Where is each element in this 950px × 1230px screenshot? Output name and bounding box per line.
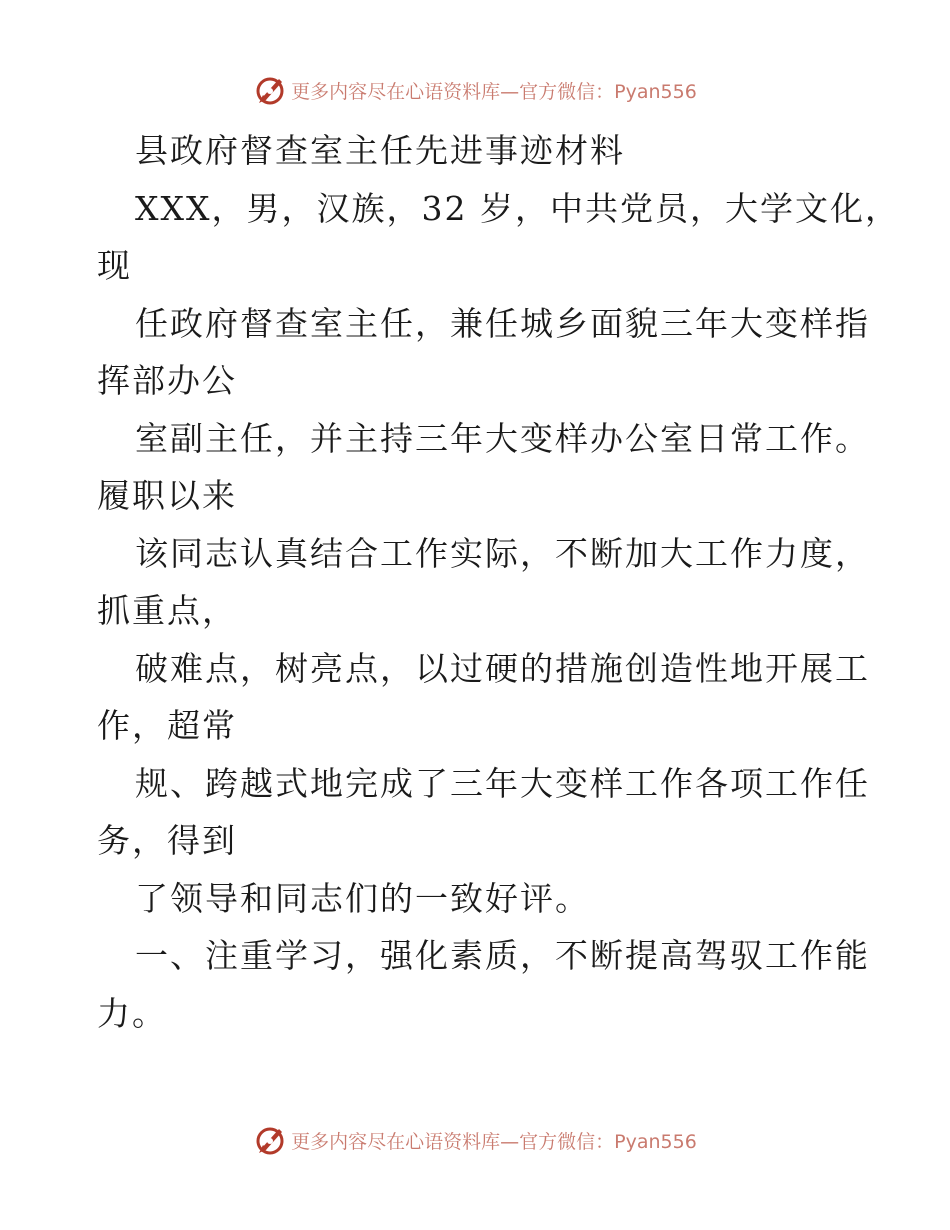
footer-banner-text: 更多内容尽在心语资料库—官方微信：Pyan556 [291, 1130, 697, 1153]
document-line: XXX，男，汉族，32 岁，中共党员，大学文化， [135, 188, 900, 228]
document-line: 该同志认真结合工作实际，不断加大工作力度， [135, 533, 870, 573]
header-banner-text: 更多内容尽在心语资料库—官方微信：Pyan556 [291, 80, 697, 103]
quill-pen-logo-icon [253, 73, 287, 107]
document-body [97, 122, 900, 1042]
document-line: 抓重点， [97, 591, 237, 630]
document-line: 一、注重学习，强化素质，不断提高驾驭工作能 [135, 936, 870, 975]
header-banner-inner[interactable] [253, 73, 697, 107]
header-banner [0, 70, 950, 110]
footer-banner [0, 1120, 950, 1160]
document-line: 履职以来 [97, 476, 237, 515]
document-line: 县政府督查室主任先进事迹材料 [135, 131, 625, 170]
document-line: 挥部办公 [97, 361, 237, 400]
quill-pen-logo-icon [253, 1123, 287, 1157]
document-line: 任政府督查室主任，兼任城乡面貌三年大变样指 [135, 303, 870, 343]
document-line: 破难点，树亮点，以过硬的措施创造性地开展工 [135, 648, 870, 688]
document-line: 规、跨越式地完成了三年大变样工作各项工作任 [135, 763, 870, 803]
document-line: 现 [97, 246, 132, 285]
document-line: 了领导和同志们的一致好评。 [135, 878, 590, 918]
footer-banner-inner[interactable] [253, 1123, 697, 1157]
document-line: 力。 [97, 993, 167, 1033]
document-line: 务，得到 [97, 821, 237, 860]
document-line: 室副主任，并主持三年大变样办公室日常工作。 [135, 418, 870, 458]
document-line: 作，超常 [97, 706, 237, 745]
